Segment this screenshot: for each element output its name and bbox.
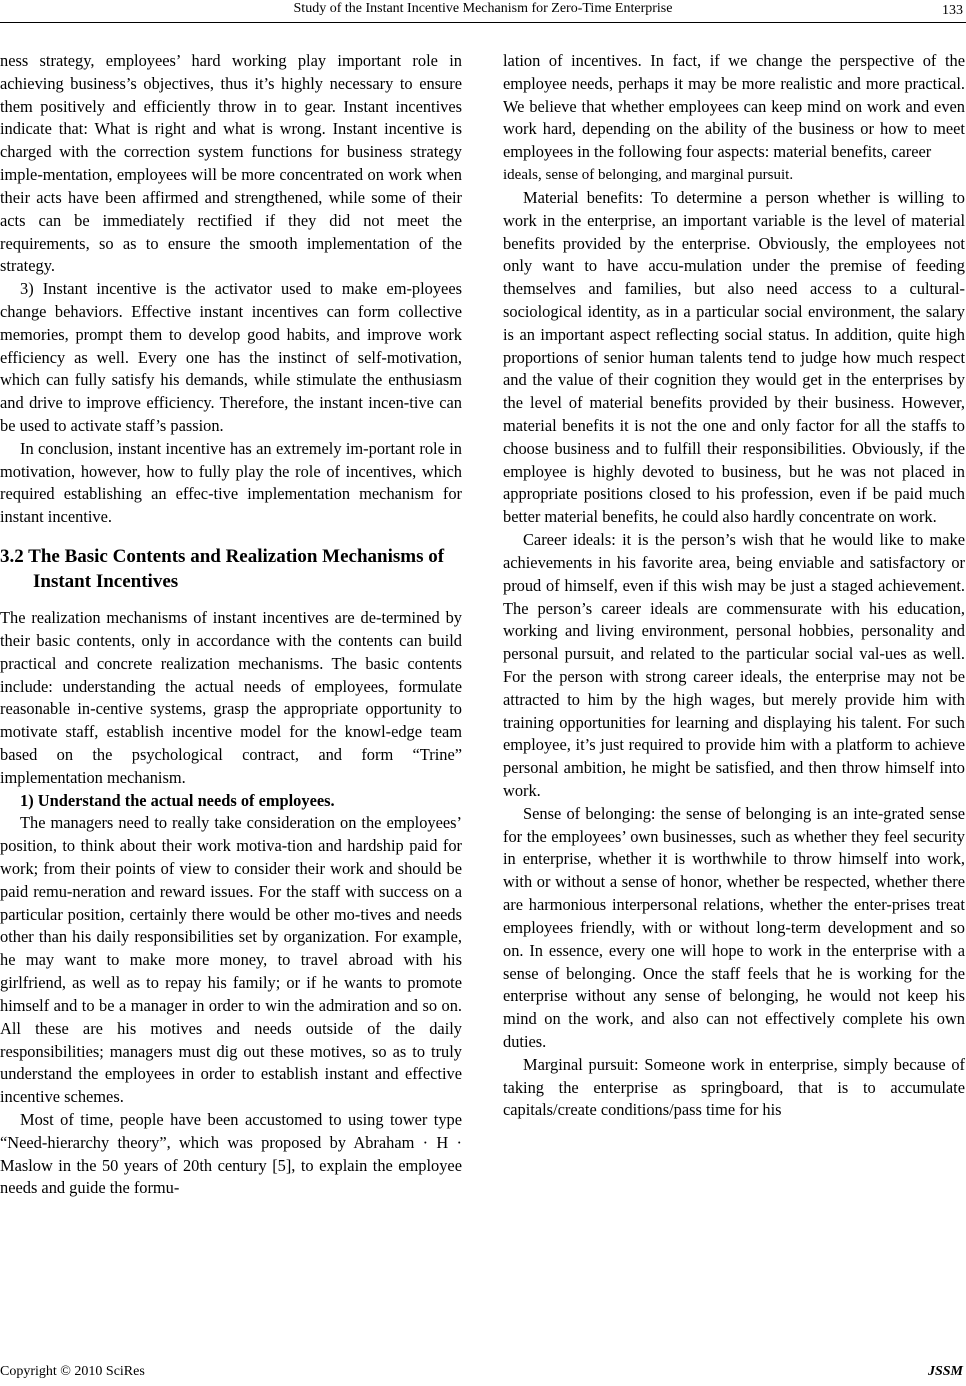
left-column xyxy=(0,50,462,1350)
paragraph: Most of time, people have been accustomed to using tower type “Need-hierarchy theory”, which was proposed by Abraham · H · Maslow in the 50 years of 20th century [5], to explain the employee needs and guide the formu- xyxy=(0,1109,462,1198)
paragraph: Sense of belonging: the sense of belonging is an inte-grated sense for the employees’ own businesses, such as whether they feel security in enterprise, whether it is worthwhile to throw himself into work, with or without a sense of honor, whether be respected, whether there are harmonious interpersonal relations, whether the enter-prises treat employees friendly, with or without long-term development and so on. In essence, every one will hope to work in the enterprise with a sense of belonging. Once the staff feels that he is working for the enterprise without any sense of belonging, he would not keep his mind on the work, and also can not effectively complete his own duties. xyxy=(503,803,965,1051)
paragraph: The managers need to really take consideration on the employees’ position, to think about their work motiva-tion and hardship paid for work; from their points of view to consider their work and should be paid remu-neration and reward issues. For the staff with success on a particular position, certainly there would be other mo-tives and needs other than his daily responsibilities set by organization. For example, he may want to make more money, to travel abroad with his girlfriend, as well as to repay his family; or if he wants to promote himself and to be a manager in order to win the admiration and so on. All these are his motives and needs outside of the daily responsibilities; managers must dig out these motives, so as to truly understand the employees in order to establish instant and effective incentive schemes. xyxy=(0,813,462,1107)
paragraph: 3) Instant incentive is the activator used to make em-ployees change behaviors. Effective instant incentives can form collective memories, prompt them to develop good habits, and improve work efficiency as well. Every one has the instinct of self-motivation, which can fully satisfy his demands, while stimulate the enthusiasm and drive to improve efficiency. Therefore, the instant incen-tive can be used to activate staff’s passion. xyxy=(0,279,462,435)
copyright-notice: Copyright © 2010 SciRes xyxy=(0,1364,145,1379)
paragraph: lation of incentives. In fact, if we change the perspective of the employee needs, perhaps it may be more realistic and more practical. We believe that whether employees can keep mind on work and even work hard, depending on the ability of the business or how to meet employees in the following four aspects: material benefits, career xyxy=(503,51,965,162)
paragraph: Marginal pursuit: Someone work in enterprise, simply because of taking the enterprise as springboard, that is to accumulate capitals/create conditions/pass time for his xyxy=(503,1054,965,1120)
page-footer xyxy=(0,1363,966,1383)
journal-name: JSSM xyxy=(927,1364,963,1379)
header-rule xyxy=(0,22,966,23)
paragraph: Career ideals: it is the person’s wish that he would like to make achievements in his favorite area, being enviable and satisfactory or proud of himself, even if this wish may be just a staged achievement. The person’s career ideals are commensurate with his education, working and living environment, personal hobbies, personality and personal pursuit, and related to the particular social val-ues as well. For the person with strong career ideals, the enterprise may not be attracted to him by the high wages, but merely provide him with training opportunities for learning and displaying his talent. For such employee, it’s just required to provide him with a platform to achieve personal ambition, he might be satisfied, and then throw himself into work. xyxy=(503,530,965,800)
section-heading: 3.2 The Basic Contents and Realization Mechanisms of Instant Incentives xyxy=(0,546,445,593)
paragraph: Material benefits: To determine a person whether is willing to work in the enterprise, an important variable is the level of material benefits provided by the enterprise. Obviously, the employees not only want to have accu-mulation under the premise of feeding themselves and families, but also need access to a cultural-sociological identity, as in a particular social environment, the salary is an important aspect reflecting social status. In addition, quite high proportions of senior human talents tend to judge how much respect and the value of their cognition they would get in the enterprises by the level of material benefits provided by their business. However, material benefits it is not the one and only factor for all the staffs to choose business and to fulfill their responsibilities. Obviously, if the employee is highly devoted to business, but he was not placed in appropriate positions closed to his profession, even if be paid much better material benefits, he could also hardly concentrate on work. xyxy=(503,187,965,527)
paragraph-tail: ideals, sense of belonging, and marginal pursuit. xyxy=(503,167,794,184)
right-column xyxy=(503,50,965,1350)
paragraph: In conclusion, instant incentive has an extremely im-portant role in motivation, however, how to fully play the role of incentives, which required establishing an effec-tive implementation mechanism for instant incentive. xyxy=(0,438,462,527)
paragraph: ness strategy, employees’ hard working play important role in achieving business’s objectives, thus it’s highly necessary to ensure them positively and efficiently throw in to gear. Instant incentives indicate that: What is right and what is wrong. Instant incentive is charged with the correction system functions for business strategy imple-mentation, employees will be more concentrated on work when their acts have been affirmed and strengthened, while some of their acts can be immediately rectified if they did not meet the requirements, so as to ensure the smooth implementation of the strategy. xyxy=(0,51,462,276)
page-number: 133 xyxy=(942,3,963,18)
subsection-heading: 1) Understand the actual needs of employees. xyxy=(20,790,335,810)
paragraph: The realization mechanisms of instant incentives are de-termined by their basic contents, only in accordance with the contents can build practical and concrete realization mechanisms. The basic contents include: understanding the actual needs of employees, formulate reasonable in-centive systems, grasp the appropriate opportunity to motivate staff, establish incentive model for the knowl-edge team based on the psychological contract, and form “Trine” implementation mechanism. xyxy=(0,608,462,787)
page-header xyxy=(0,0,966,30)
running-title: Study of the Instant Incentive Mechanism for Zero-Time Enterprise xyxy=(293,1,673,16)
